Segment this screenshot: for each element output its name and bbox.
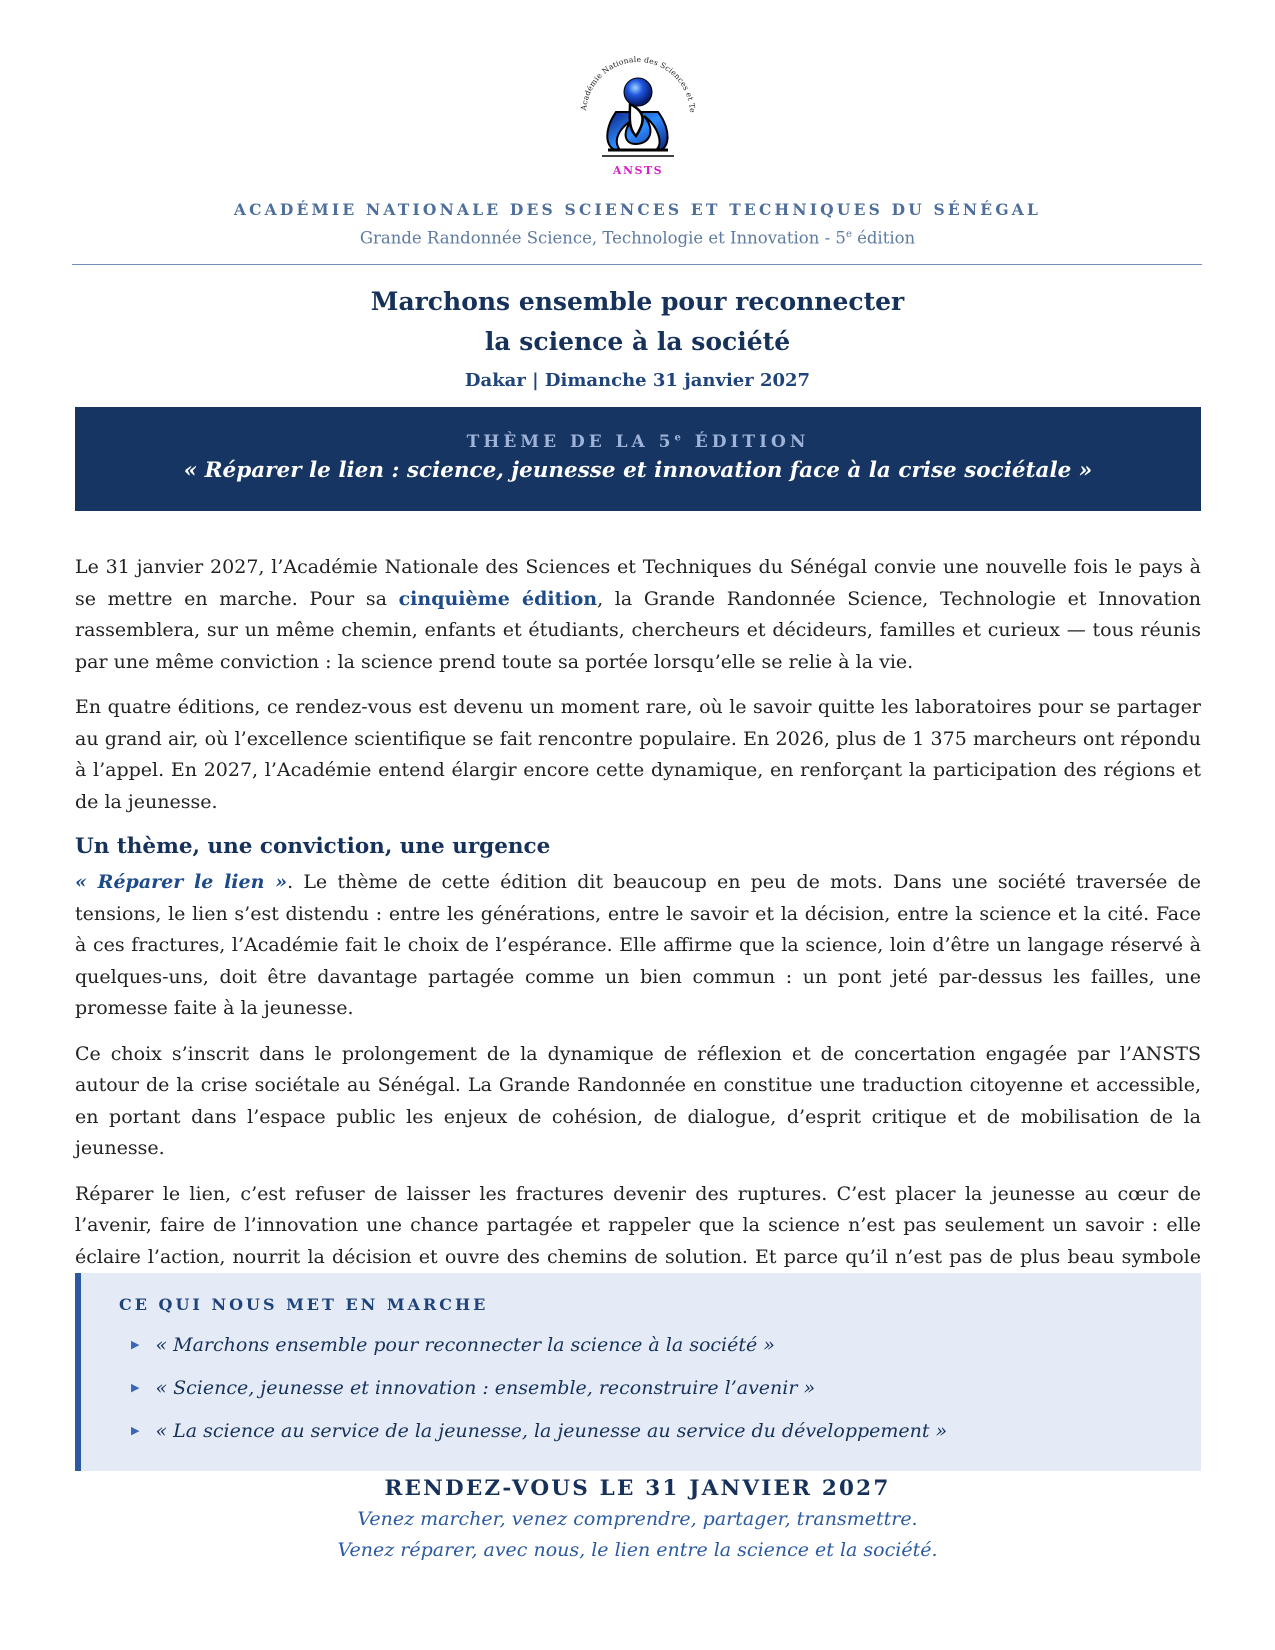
letterhead <box>0 200 1275 249</box>
logo-acronym: ANSTS <box>612 164 664 177</box>
event-date: Dakar | Dimanche 31 janvier 2027 <box>464 370 811 391</box>
triangle-bullet-icon: ▶ <box>131 1424 140 1437</box>
logo-ring-text: Académie Nationale des Sciences et Te <box>579 54 698 114</box>
academy-name: ACADÉMIE NATIONALE DES SCIENCES ET TECHNIQUES DU SÉNÉGAL <box>233 200 1042 219</box>
event-subtitle: Grande Randonnée Science, Technologie et Innovation - 5e édition <box>359 228 916 248</box>
title-line-1: Marchons ensemble pour reconnecter <box>370 287 905 316</box>
theme-banner <box>75 407 1201 511</box>
theme-label: THÈME DE LA 5e ÉDITION <box>466 432 810 452</box>
ansts-emblem-icon <box>572 40 704 180</box>
title-line-2: la science à la société <box>484 327 791 356</box>
slogans-box <box>75 1273 1201 1471</box>
header-divider <box>72 264 1202 265</box>
list-item: ▶ « Science, jeunesse et innovation : ensemble, reconstruire l’avenir » <box>131 1374 947 1417</box>
highlight-edition: cinquième édition <box>398 587 598 610</box>
paragraph-4: Ce choix s’inscrit dans le prolongement de la dynamique de réflexion et de concertation engagée par l’ANSTS autour de la crise sociétale au Sénégal. La Grande Randonnée en constitue une traduction citoyenne et accessible, en portant dans l’espace public les enjeux de cohésion, de dialogue, d’esprit critique et de mobilisation de la jeunesse. <box>75 1042 1201 1159</box>
highlight-theme: « Réparer le lien » <box>75 871 288 893</box>
triangle-bullet-icon: ▶ <box>131 1381 140 1394</box>
paragraph-3: « Réparer le lien ». Le thème de cette édition dit beaucoup en peu de mots. Dans une société traversée de tensions, le lien s’est distendu : entre les générations, entre le savoir et la décision, entre la science et la cité. Face à ces fractures, l’Académie fait le choix de l’espérance. Elle affirme que la science, loin d’être un langage réservé à quelques-uns, doit être davantage partagée comme un bien commun : un pont jeté par-dessus les failles, une promesse faite à la jeunesse. <box>75 871 1202 1019</box>
slogans-heading: CE QUI NOUS MET EN MARCHE <box>119 1295 489 1314</box>
ansts-logo <box>572 40 704 180</box>
triangle-bullet-icon: ▶ <box>131 1338 140 1351</box>
theme-text: « Réparer le lien : science, jeunesse et innovation face à la crise sociétale » <box>183 458 1093 483</box>
article-body <box>75 552 1201 1350</box>
paragraph-1: Le 31 janvier 2027, l’Académie Nationale des Sciences et Techniques du Sénégal convie une nouvelle fois le pays à se mettre en marche. Pour sa cinquième édition, la Grande Randonnée Science, Technologie et Innovation rassemblera, sur un même chemin, enfants et étudiants, chercheurs et décideurs, familles et curieux — tous réunis par une même conviction : la science prend toute sa portée lorsqu’elle se relie à la vie. <box>75 556 1202 673</box>
closing-block <box>0 1474 1275 1566</box>
title-block <box>0 282 1275 391</box>
closing-line-1: Venez marcher, venez comprendre, partager, transmettre. <box>357 1508 918 1530</box>
section-title: Un thème, une conviction, une urgence <box>75 834 551 859</box>
paragraph-5: Réparer le lien, c’est refuser de laisser les fractures devenir des ruptures. C’est placer la jeunesse au cœur de l’avenir, faire de l’innovation une chance partagée et rappeler que la science n’est pas seulement un savoir : elle éclaire l’action, nourrit la décision et ouvre des chemins de solution. Et parce qu’il n’est pas de plus beau symbole <box>75 1182 1201 1268</box>
closing-line-2: Venez réparer, avec nous, le lien entre la science et la société. <box>337 1539 938 1561</box>
list-item: ▶ « La science au service de la jeunesse, la jeunesse au service du développement » <box>131 1417 947 1460</box>
paragraph-2: En quatre éditions, ce rendez-vous est devenu un moment rare, où le savoir quitte les laboratoires pour se partager au grand air, où l’excellence scientifique se fait rencontre populaire. En 2026, plus de 1 375 marcheurs ont répondu à l’appel. En 2027, l’Académie entend élargir encore cette dynamique, en renforçant la participation des régions et de la jeunesse. <box>75 696 1201 813</box>
list-item: ▶ « Marchons ensemble pour reconnecter la science à la société » <box>131 1331 947 1374</box>
rendezvous-heading: RENDEZ-VOUS LE 31 JANVIER 2027 <box>384 1476 891 1501</box>
slogans-list <box>131 1331 947 1460</box>
